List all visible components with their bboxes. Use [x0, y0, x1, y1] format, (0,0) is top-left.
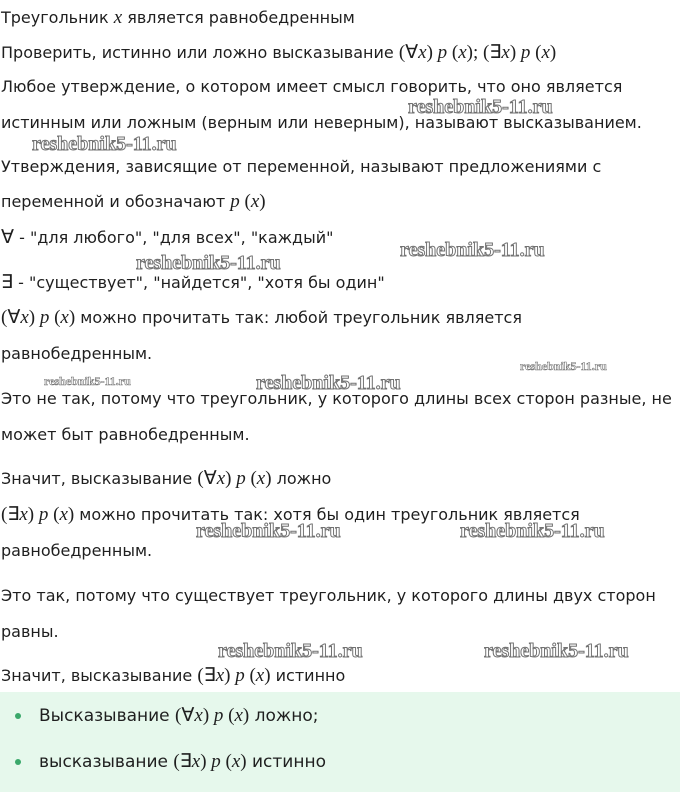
text: Значит, высказывание: [1, 469, 198, 488]
text: можно прочитать так: любой треугольник является: [75, 308, 522, 327]
watermark: reshebnik5-11.ru: [32, 133, 177, 155]
answer-summary-box: [0, 692, 680, 792]
explanation-line: может быт равнобедренным.: [1, 425, 250, 444]
bullet-icon: [15, 713, 21, 719]
statement-line: [1, 8, 355, 28]
text: Проверить, истинно или ложно высказывание: [1, 43, 399, 62]
watermark: reshebnik5-11.ru: [256, 372, 401, 394]
task-line: [1, 43, 556, 63]
text: Треугольник: [1, 8, 114, 27]
reading-line: равнобедренным.: [1, 541, 153, 560]
exists-symbol: ∃: [1, 272, 14, 293]
text: - "для любого", "для всех", "каждый": [14, 228, 334, 247]
math-forall-px: (∀x) p (x): [197, 468, 272, 489]
conclusion-line: [1, 666, 345, 686]
math-forall-expr: (∀x) p (x); (∃x) p (x): [398, 42, 557, 63]
math-px: p (x): [230, 191, 266, 212]
explanation-line: Это не так, потому что треугольник, у которого длины всех сторон разные, не: [1, 389, 672, 408]
list-item: [15, 750, 326, 773]
reading-line: [1, 308, 522, 328]
text: ложно;: [249, 706, 319, 726]
watermark: reshebnik5-11.ru: [484, 640, 629, 662]
text: Значит, высказывание: [1, 666, 198, 685]
watermark: reshebnik5-11.ru: [136, 252, 281, 274]
text: является равнобедренным: [122, 8, 355, 27]
list-item: [15, 704, 318, 727]
reading-line: равнобедренным.: [1, 344, 153, 363]
forall-symbol: ∀: [1, 227, 14, 248]
text: переменной и обозначают: [1, 192, 231, 211]
text: Высказывание: [39, 706, 176, 726]
watermark: reshebnik5-11.ru: [460, 520, 605, 542]
math-forall-px: (∀x) p (x): [175, 705, 250, 726]
text: - "существует", "найдется", "хотя бы один": [13, 273, 385, 292]
text: истинно: [270, 666, 346, 685]
math-exists-px: (∃x) p (x): [197, 665, 271, 686]
definition-line: Любое утверждение, о котором имеет смысл говорить, что оно является: [1, 77, 623, 96]
watermark: reshebnik5-11.ru: [196, 520, 341, 542]
conclusion-line: [1, 469, 331, 489]
watermark: reshebnik5-11.ru: [44, 374, 131, 388]
definition-line: Утверждения, зависящие от переменной, называют предложениями с: [1, 157, 602, 176]
bullet-icon: [15, 759, 21, 765]
text: можно прочитать так: хотя бы один треугольник является: [74, 505, 580, 524]
watermark: reshebnik5-11.ru: [408, 96, 553, 118]
quantifier-line: [1, 228, 334, 248]
explanation-line: Это так, потому что существует треугольник, у которого длины двух сторон: [1, 586, 656, 605]
math-exists-px: (∃x) p (x): [1, 504, 75, 525]
text: высказывание: [39, 752, 174, 772]
watermark: reshebnik5-11.ru: [520, 359, 607, 373]
definition-line: истинным или ложным (верным или неверным), называют высказыванием.: [1, 113, 642, 132]
explanation-line: равны.: [1, 622, 59, 641]
watermark: reshebnik5-11.ru: [218, 640, 363, 662]
text: ложно: [271, 469, 332, 488]
math-forall-px: (∀x) p (x): [1, 307, 76, 328]
watermark: reshebnik5-11.ru: [400, 239, 545, 261]
quantifier-line: [1, 273, 385, 293]
math-exists-px: (∃x) p (x): [173, 751, 247, 772]
math-x: x: [113, 7, 123, 28]
text: истинно: [246, 752, 326, 772]
definition-line: [1, 192, 266, 212]
